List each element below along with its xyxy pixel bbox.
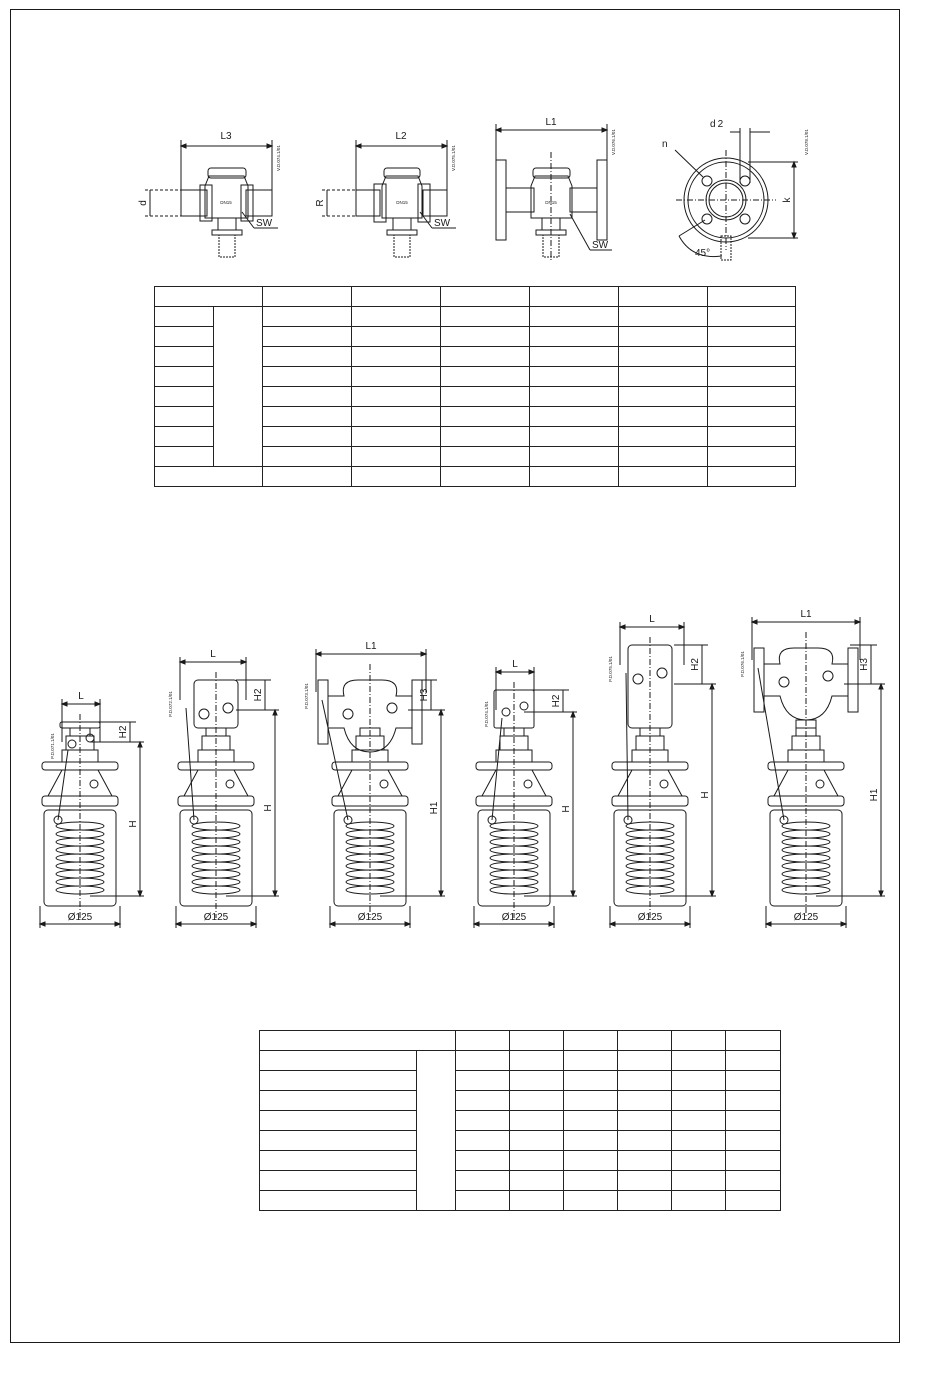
drawing-code: V.D.078.1/01 [804, 129, 809, 155]
dim-side: d [138, 200, 149, 206]
dim-h2: H2 [551, 694, 562, 708]
body-text: DN15 [396, 200, 408, 205]
dim-width: L [78, 691, 84, 702]
table-row [260, 1071, 781, 1091]
table-row [260, 1191, 781, 1211]
drawing-code: P.D.073.1/01 [304, 683, 309, 709]
dim-h: H1 [429, 801, 440, 815]
drawing-code: P.D.076.1/01 [740, 651, 745, 677]
dimensions-table-bottom [259, 1030, 781, 1211]
valve-threaded-l2-drawing [315, 131, 456, 257]
dim-h: H1 [869, 788, 880, 802]
dim-h2: H3 [859, 658, 870, 671]
drawing-code: V.D.074.1/01 [276, 145, 281, 171]
table-row [260, 1051, 781, 1071]
dim-width: L [210, 649, 216, 660]
table-row [155, 307, 796, 327]
label-bolts: n [662, 139, 668, 150]
drawing-code: V.D.076.1/01 [611, 129, 616, 155]
dim-width: L1 [365, 641, 377, 652]
valve-flanged-l1-drawing [496, 117, 616, 262]
dim-width: L [512, 659, 518, 670]
actuator-1-drawing [40, 691, 144, 928]
wrench-label: SW [256, 218, 273, 229]
dim-h2: H2 [690, 658, 701, 671]
drawing-code: V.D.075.1/01 [451, 145, 456, 171]
actuator-4-drawing [474, 659, 577, 928]
body-text: DN15 [220, 200, 232, 205]
table-row [260, 1171, 781, 1191]
table-row [155, 287, 796, 307]
drawing-code: P.D.075.1/01 [608, 656, 613, 682]
flange-end-view-drawing [662, 119, 809, 260]
actuator-2-drawing [168, 649, 279, 928]
diameter-label: Ø125 [793, 912, 819, 923]
actuator-3-drawing [304, 641, 445, 928]
dim-side: R [315, 199, 326, 207]
actuator-5-drawing [608, 614, 716, 928]
table-row [155, 467, 796, 487]
drawing-code: P.D.074.1/01 [484, 701, 489, 727]
dim-h2: H2 [118, 725, 129, 739]
table-row [260, 1111, 781, 1131]
table-row [260, 1131, 781, 1151]
drawing-code: P.D.072.1/01 [168, 691, 173, 717]
valve-threaded-l3-drawing [138, 131, 281, 257]
dimensions-table-top [154, 286, 796, 487]
body-text: DN15 [545, 200, 557, 205]
actuator-drawings [40, 609, 885, 928]
dim-length: L1 [545, 117, 557, 128]
drawing-code: P.D.071.1/01 [50, 733, 55, 759]
dim-h2: H2 [253, 688, 264, 702]
dim-h: H [561, 805, 572, 813]
table-row [260, 1091, 781, 1111]
label-bolt-dia: d 2 [710, 119, 724, 130]
label-pcd: k [782, 197, 793, 203]
diameter-label: Ø125 [67, 912, 93, 923]
wrench-label: SW [434, 218, 451, 229]
dim-width: L [649, 614, 655, 625]
dim-h: H [263, 804, 274, 812]
diameter-label: Ø125 [357, 912, 383, 923]
diameter-label: Ø125 [203, 912, 229, 923]
diameter-label: Ø125 [637, 912, 663, 923]
dim-h2: H3 [419, 688, 430, 702]
dim-h: H [128, 820, 139, 828]
wrench-label: SW [592, 240, 609, 251]
angle-label: 45° [695, 248, 711, 259]
table-row [260, 1031, 781, 1051]
dim-h: H [700, 791, 711, 799]
table-row [260, 1151, 781, 1171]
dim-width: L1 [800, 609, 812, 620]
dim-length: L2 [395, 131, 407, 142]
actuator-6-drawing [740, 609, 885, 928]
dim-length: L3 [220, 131, 232, 142]
diameter-label: Ø125 [501, 912, 527, 923]
